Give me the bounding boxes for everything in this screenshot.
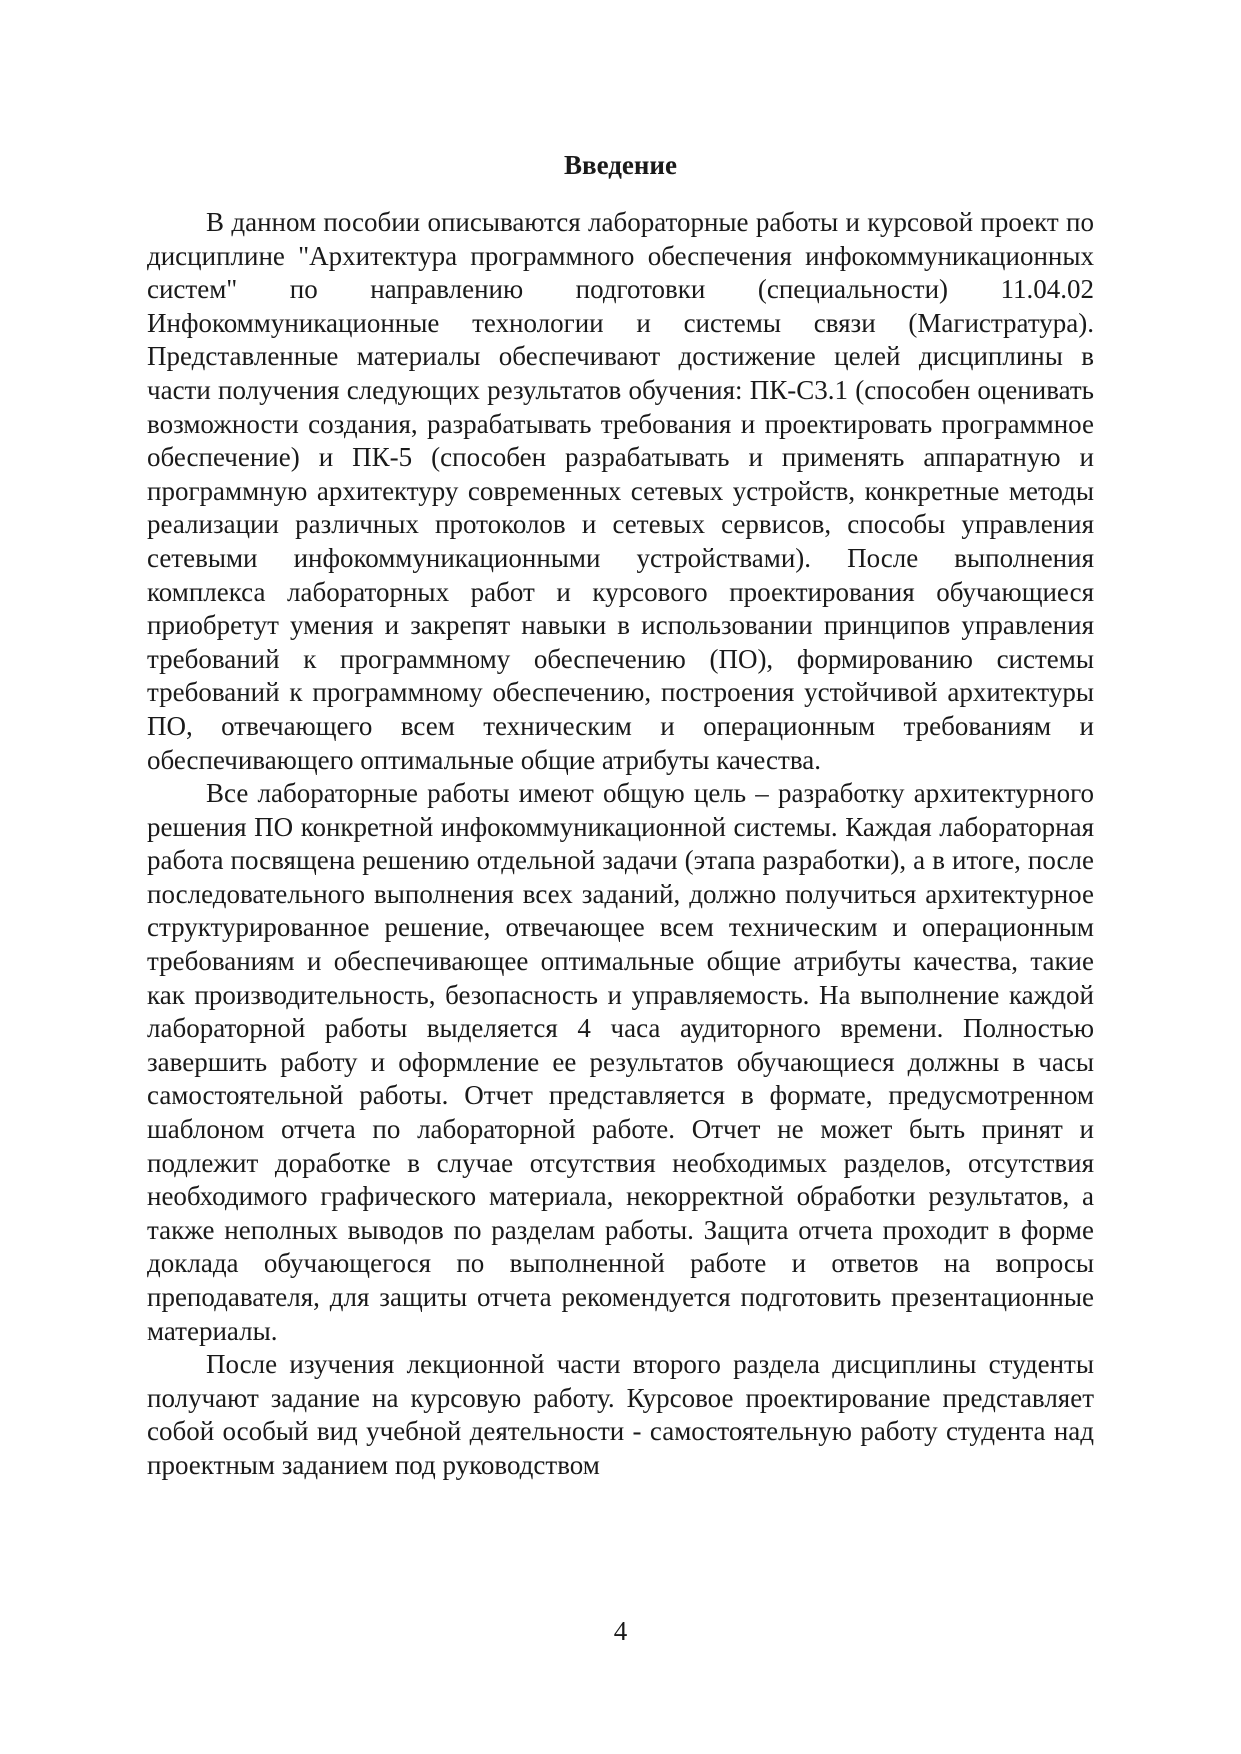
section-heading: Введение: [564, 150, 677, 180]
paragraph-labs: Все лабораторные работы имеют общую цель – разработку архитектурного решения ПО конкретной инфокоммуникационной системы. Каждая лабораторная работа посвящена решению отдельной задачи (этапа разработки), а в итоге, после последовательного выполнения всех заданий, должно получиться архитектурное структурированное решение, отвечающее всем техническим и операционным требованиям и обеспечивающее оптимальные общие атрибуты качества, такие как производительность, безопасность и управляемость. На выполнение каждой лабораторной работы выделяется 4 часа аудиторного времени. Полностью завершить работу и оформление ее результатов обучающиеся должны в часы самостоятельной работы. Отчет представляется в формате, предусмотренном шаблоном отчета по лабораторной работе. Отчет не может быть принят и подлежит доработке в случае отсутствия необходимых разделов, отсутствия необходимого графического материала, некорректной обработки результатов, а также неполных выводов по разделам работы. Защита отчета проходит в форме доклада обучающегося по выполненной работе и ответов на вопросы преподавателя, для защиты отчета рекомендуется подготовить презентационные материалы.: [147, 778, 1094, 1346]
paragraph-intro: В данном пособии описываются лабораторные работы и курсовой проект по дисциплине "Архитектура программного обеспечения инфокоммуникационных систем" по направлению подготовки (специальности) 11.04.02 Инфокоммуникационные технологии и системы связи (Магистратура). Представленные материалы обеспечивают достижение целей дисциплины в части получения следующих результатов обучения: ПК-С3.1 (способен оценивать возможности создания, разрабатывать требования и проектировать программное обеспечение) и ПК-5 (способен разрабатывать и применять аппаратную и программную архитектуру современных сетевых устройств, конкретные методы реализации различных протоколов и сетевых сервисов, способы управления сетевыми инфокоммуникационными устройствами). После выполнения комплекса лабораторных работ и курсового проектирования обучающиеся приобретут умения и закрепят навыки в использовании принципов управления требований к программному обеспечению (ПО), формированию системы требований к программному обеспечению, построения устойчивой архитектуры ПО, отвечающего всем техническим и операционным требованиям и обеспечивающего оптимальные общие атрибуты качества.: [147, 207, 1094, 775]
body-text: [147, 206, 1094, 1483]
paragraph-coursework: После изучения лекционной части второго раздела дисциплины студенты получают задание на курсовую работу. Курсовое проектирование представляет собой особый вид учебной деятельности - самостоятельную работу студента над проектным заданием под руководством: [147, 1349, 1094, 1480]
page-number: 4: [613, 1616, 628, 1646]
